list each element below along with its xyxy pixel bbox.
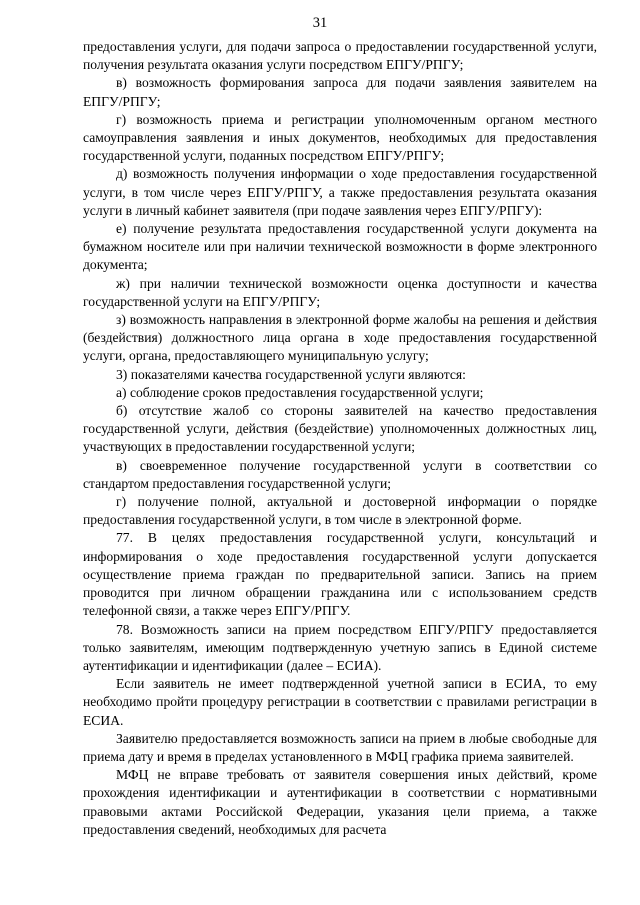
paragraph-esia-registration: Если заявитель не имеет подтвержденной учетной записи в ЕСИА, то ему необходимо пройти процедуру регистрации в соответствии с правилами регистрации в ЕСИА. bbox=[83, 676, 597, 728]
paragraph-item-d: д) возможность получения информации о ходе предоставления государственной услуги, в том числе через ЕПГУ/РПГУ, а также предоставления результата оказания услуги в личный кабинет заявителя (при подаче заявления через ЕПГУ/РПГУ): bbox=[83, 166, 597, 218]
paragraph-section-77: 77. В целях предоставления государственной услуги, консультаций и информирования о ходе предоставления государственной услуги допускается осуществление приема граждан по предварительной записи. Запись на прием проводится при личном обращении гражданина или с использованием средств телефонной связи, а также через ЕПГУ/РПГУ. bbox=[83, 530, 597, 619]
paragraph-item-g: г) возможность приема и регистрации уполномоченным органом местного самоуправления заявления и иных документов, необходимых для предоставления государственной услуги, поданных посредством ЕПГУ/РПГУ; bbox=[83, 111, 597, 164]
paragraph-section-78: 78. Возможность записи на прием посредством ЕПГУ/РПГУ предоставляется только заявителям, имеющим подтвержденную учетную запись в Единой системе аутентификации и идентификации (далее – ЕСИА). bbox=[83, 621, 597, 673]
paragraph-quality-b: б) отсутствие жалоб со стороны заявителей на качество предоставления государственной услуги, действия (бездействие) уполномоченных должностных лиц, участвующих в предоставлении государственной услуги; bbox=[83, 403, 597, 455]
paragraph-mfc-requirements: МФЦ не вправе требовать от заявителя совершения иных действий, кроме прохождения идентификации и аутентификации в соответствии с нормативными правовыми актами Российской Федерации, указания цели приема, а также предоставления сведений, необходимых для расчета bbox=[83, 767, 597, 837]
paragraph-quality-a: а) соблюдение сроков предоставления государственной услуги; bbox=[116, 384, 484, 400]
page-number: 31 bbox=[312, 15, 328, 31]
document-body bbox=[83, 38, 597, 839]
paragraph-quality-g: г) получение полной, актуальной и достоверной информации о порядке предоставления государственной услуги, в том числе в электронной форме. bbox=[83, 494, 597, 528]
paragraph-item-zh: ж) при наличии технической возможности оценка доступности и качества государственной услуги на ЕПГУ/РПГУ; bbox=[83, 275, 597, 309]
paragraph-item-e: е) получение результата предоставления государственной услуги документа на бумажном носителе или при наличии технической возможности в форме электронного документа; bbox=[83, 221, 597, 273]
paragraph-item-v: в) возможность формирования запроса для подачи заявления заявителем на ЕПГУ/РПГУ; bbox=[83, 75, 597, 109]
paragraph-quality-v: в) своевременное получение государственной услуги в соответствии со стандартом предоставления государственной услуги; bbox=[83, 457, 597, 491]
paragraph-appointment-time: Заявителю предоставляется возможность записи на прием в любые свободные для приема дату и время в пределах установленного в МФЦ графика приема заявителей. bbox=[83, 730, 597, 764]
paragraph-item-z: з) возможность направления в электронной форме жалобы на решения и действия (бездействия) должностного лица органа в ходе предоставления государственной услуги, органа, предоставляющего муниципальную услугу; bbox=[83, 312, 597, 364]
paragraph-continuation: предоставления услуги, для подачи запроса о предоставлении государственной услуги, получения результата оказания услуги посредством ЕПГУ/РПГУ; bbox=[83, 39, 597, 73]
paragraph-quality-heading: 3) показателями качества государственной услуги являются: bbox=[116, 366, 466, 382]
